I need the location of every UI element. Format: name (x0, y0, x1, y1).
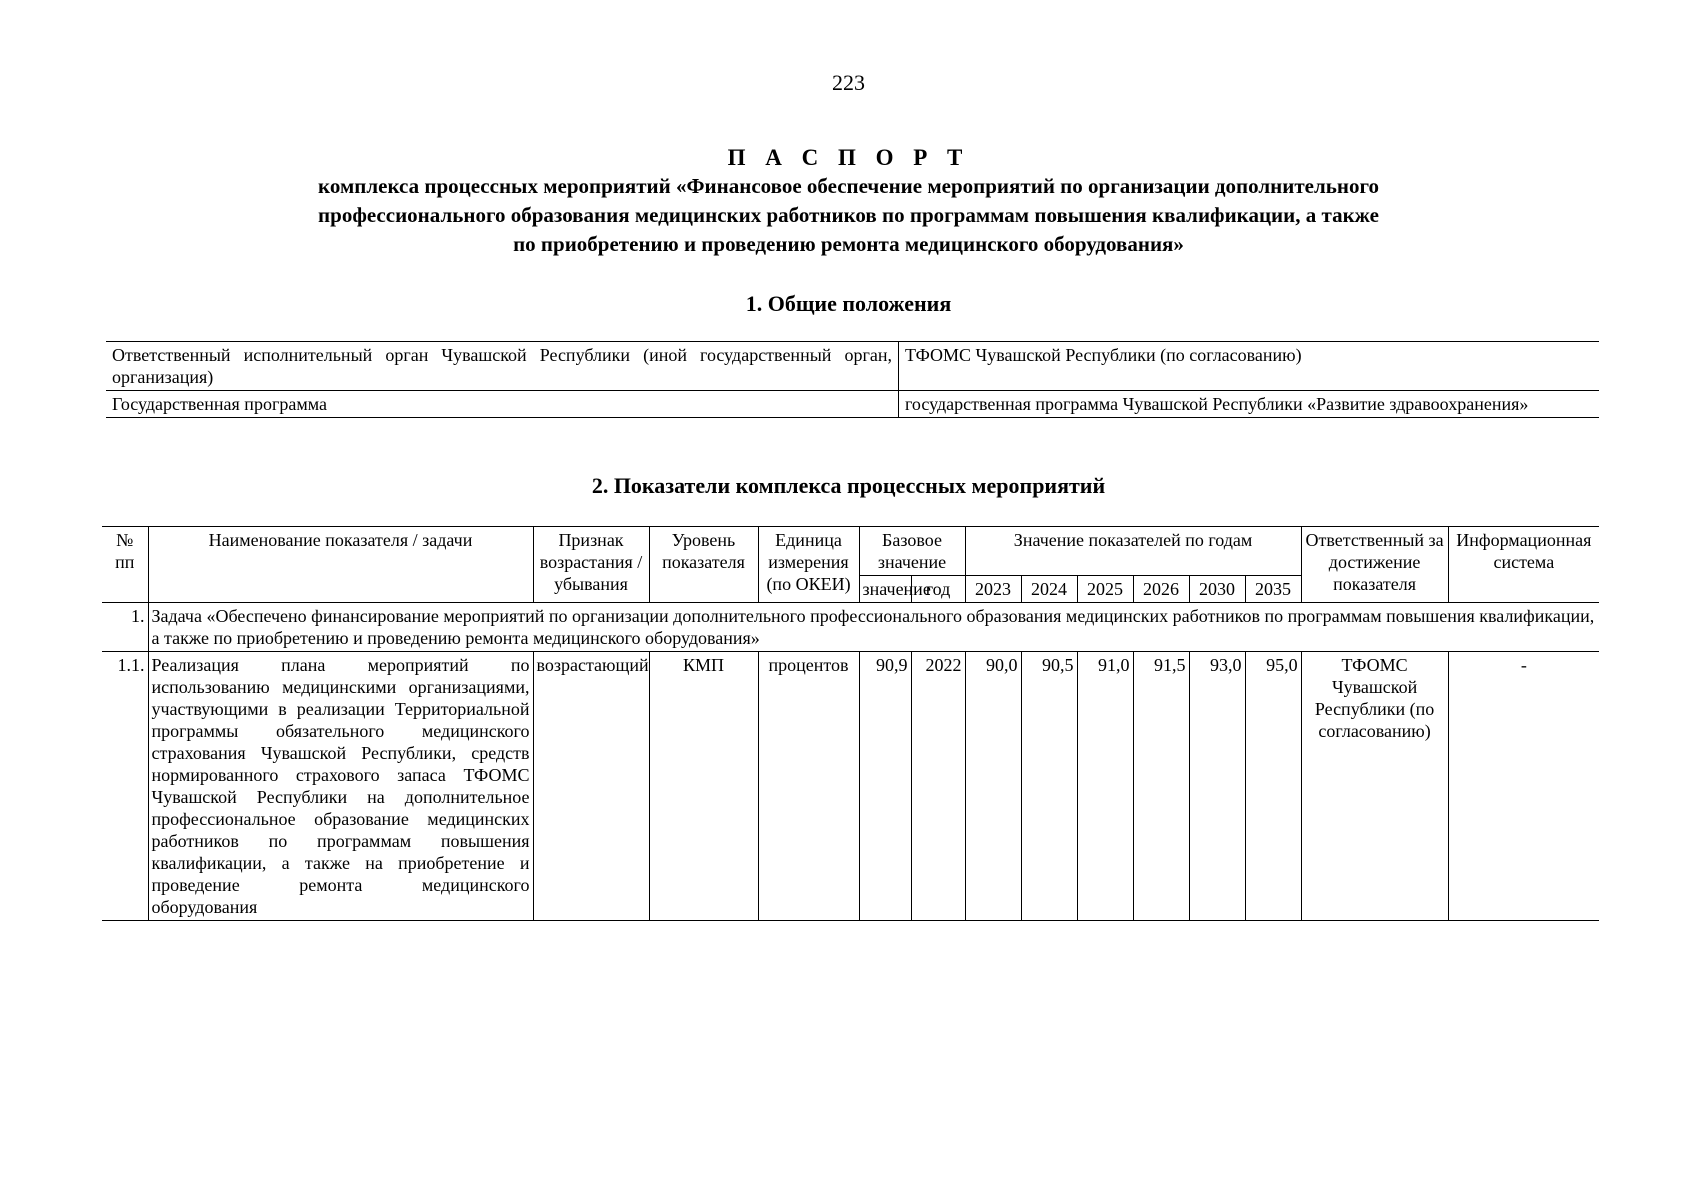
header-num: № пп (102, 527, 148, 603)
section-1-title: 1. Общие положения (745, 291, 952, 316)
task-row (102, 603, 1599, 652)
header-info-system: Информационная система (1448, 527, 1599, 603)
document-title: П А С П О Р Т (727, 145, 970, 170)
header-year: 2025 (1077, 576, 1133, 603)
header-base-value: значение (859, 576, 911, 603)
responsible-body-label: Ответственный исполнительный орган Чувашской Республики (иной государственный орган, организация) (106, 342, 899, 391)
header-name: Наименование показателя / задачи (148, 527, 533, 603)
section-2-title: 2. Показатели комплекса процессных мероприятий (591, 473, 1106, 498)
header-year: 2026 (1133, 576, 1189, 603)
header-responsible: Ответственный за достижение показателя (1301, 527, 1448, 603)
table-row (106, 342, 1599, 391)
indicator-value: 90,5 (1021, 652, 1077, 921)
header-sign: Признак возрастания / убывания (533, 527, 649, 603)
header-level: Уровень показателя (649, 527, 758, 603)
header-year: 2024 (1021, 576, 1077, 603)
indicator-base-year: 2022 (911, 652, 965, 921)
indicator-info-system: - (1448, 652, 1599, 921)
task-num: 1. (102, 603, 148, 652)
indicator-value: 90,0 (965, 652, 1021, 921)
header-year: 2030 (1189, 576, 1245, 603)
responsible-body-value: ТФОМС Чувашской Республики (по согласованию) (899, 342, 1600, 391)
header-year: 2023 (965, 576, 1021, 603)
indicator-unit: процентов (758, 652, 859, 921)
document-subtitle-line-3: по приобретению и проведению ремонта медицинского оборудования» (513, 232, 1184, 256)
document-header (150, 144, 1547, 259)
indicator-value: 91,5 (1133, 652, 1189, 921)
state-program-value: государственная программа Чувашской Республики «Развитие здравоохранения» (899, 391, 1600, 418)
page-number: 223 (832, 70, 865, 95)
indicator-value: 95,0 (1245, 652, 1301, 921)
indicators-table (102, 526, 1599, 921)
state-program-label: Государственная программа (106, 391, 899, 418)
indicator-base-value: 90,9 (859, 652, 911, 921)
indicator-value: 93,0 (1189, 652, 1245, 921)
document-subtitle-line-2: профессионального образования медицинских работников по программам повышения квалификации, а также (318, 203, 1379, 227)
header-year: 2035 (1245, 576, 1301, 603)
document-subtitle-line-1: комплекса процессных мероприятий «Финансовое обеспечение мероприятий по организации дополнительного (318, 174, 1379, 198)
indicator-name: Реализация плана мероприятий по использованию медицинскими организациями, участвующими в реализации Территориальной программы обязательного медицинского страхования Чувашской Республики, средств нормированного страхового запаса ТФОМС Чувашской Республики на дополнительное профессиональное образование медицинских работников по программам повышения квалификации, а также на приобретение и проведение ремонта медицинского оборудования (148, 652, 533, 921)
indicator-sign: возрастающий (533, 652, 649, 921)
header-unit: Единица измерения (по ОКЕИ) (758, 527, 859, 603)
indicator-level: КМП (649, 652, 758, 921)
header-base: Базовое значение (859, 527, 965, 576)
header-years-group: Значение показателей по годам (965, 527, 1301, 576)
indicator-row (102, 652, 1599, 921)
indicator-num: 1.1. (102, 652, 148, 921)
indicator-value: 91,0 (1077, 652, 1133, 921)
header-row-1 (102, 527, 1599, 576)
general-provisions-table (106, 341, 1599, 418)
task-text: Задача «Обеспечено финансирование мероприятий по организации дополнительного профессионального образования медицинских работников по программам повышения квалификации, а также по приобретению и проведению ремонта медицинского оборудования» (148, 603, 1599, 652)
indicator-responsible: ТФОМС Чувашской Республики (по согласованию) (1301, 652, 1448, 921)
table-row (106, 391, 1599, 418)
header-base-year: год (911, 576, 965, 603)
